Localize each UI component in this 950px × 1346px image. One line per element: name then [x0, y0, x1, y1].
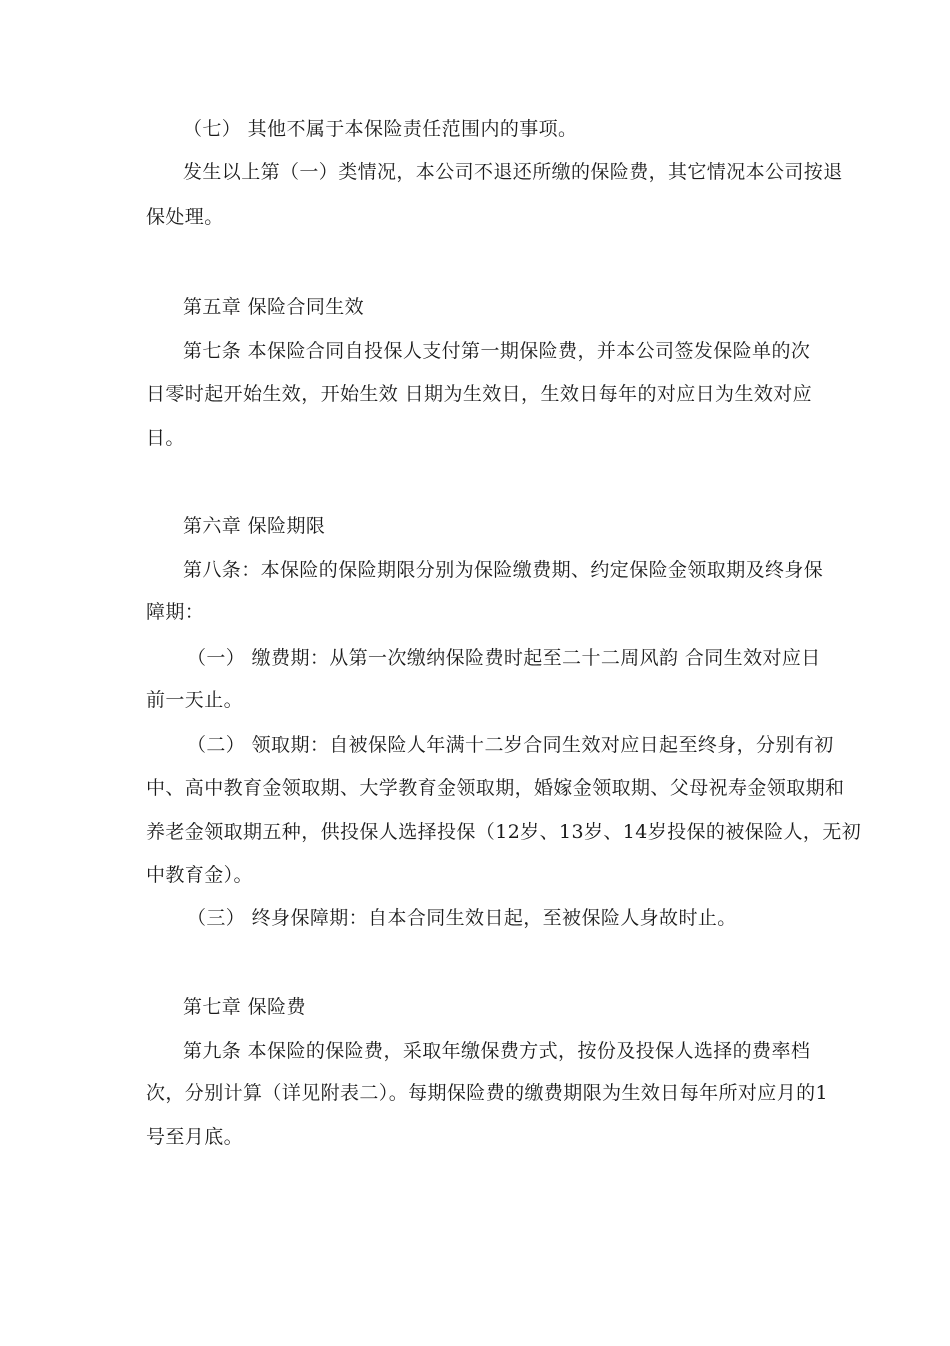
chapter-heading-7: 第七章 保险费 [183, 996, 306, 1018]
term-item-3: （三） 终身保障期：自本合同生效日起，至被保险人身故时止。 [187, 907, 737, 929]
article-8-line: 第八条：本保险的保险期限分别为保险缴费期、约定保险金领取期及终身保 [183, 559, 824, 581]
article-9-line: 号至月底。 [146, 1126, 244, 1148]
article-9-line: 次，分别计算（详见附表二）。每期保险费的缴费期限为生效日每年所对应月的1 [146, 1082, 828, 1104]
term-item-2-line: 养老金领取期五种，供投保人选择投保（12岁、13岁、14岁投保的被保险人，无初 [146, 821, 862, 843]
term-item-2-line: 中教育金）。 [146, 864, 253, 886]
chapter-heading-6: 第六章 保险期限 [183, 515, 326, 537]
term-item-1: （一） 缴费期：从第一次缴纳保险费时起至二十二周风韵 合同生效对应日 [187, 647, 821, 669]
article-8-line: 障期： [146, 601, 205, 623]
article-7-line: 第七条 本保险合同自投保人支付第一期保险费，并本公司签发保险单的次 [183, 340, 811, 362]
article-9-line: 第九条 本保险的保险费，采取年缴保费方式，按份及投保人选择的费率档 [183, 1040, 811, 1062]
article-7-line: 日零时起开始生效，开始生效 日期为生效日，生效日每年的对应日为生效对应 [146, 383, 813, 405]
clause-item-7: （七） 其他不属于本保险责任范围内的事项。 [183, 118, 578, 140]
paragraph-line: 保处理。 [146, 206, 224, 228]
article-7-line: 日。 [146, 427, 185, 449]
paragraph-line: 发生以上第（一）类情况，本公司不退还所缴的保险费，其它情况本公司按退 [183, 161, 843, 183]
chapter-heading-5: 第五章 保险合同生效 [183, 296, 365, 318]
term-item-1-line: 前一天止。 [146, 689, 244, 711]
term-item-2: （二） 领取期：自被保险人年满十二岁合同生效对应日起至终身，分别有初 [187, 734, 834, 756]
term-item-2-line: 中、高中教育金领取期、大学教育金领取期，婚嫁金领取期、父母祝寿金领取期和 [146, 777, 845, 799]
